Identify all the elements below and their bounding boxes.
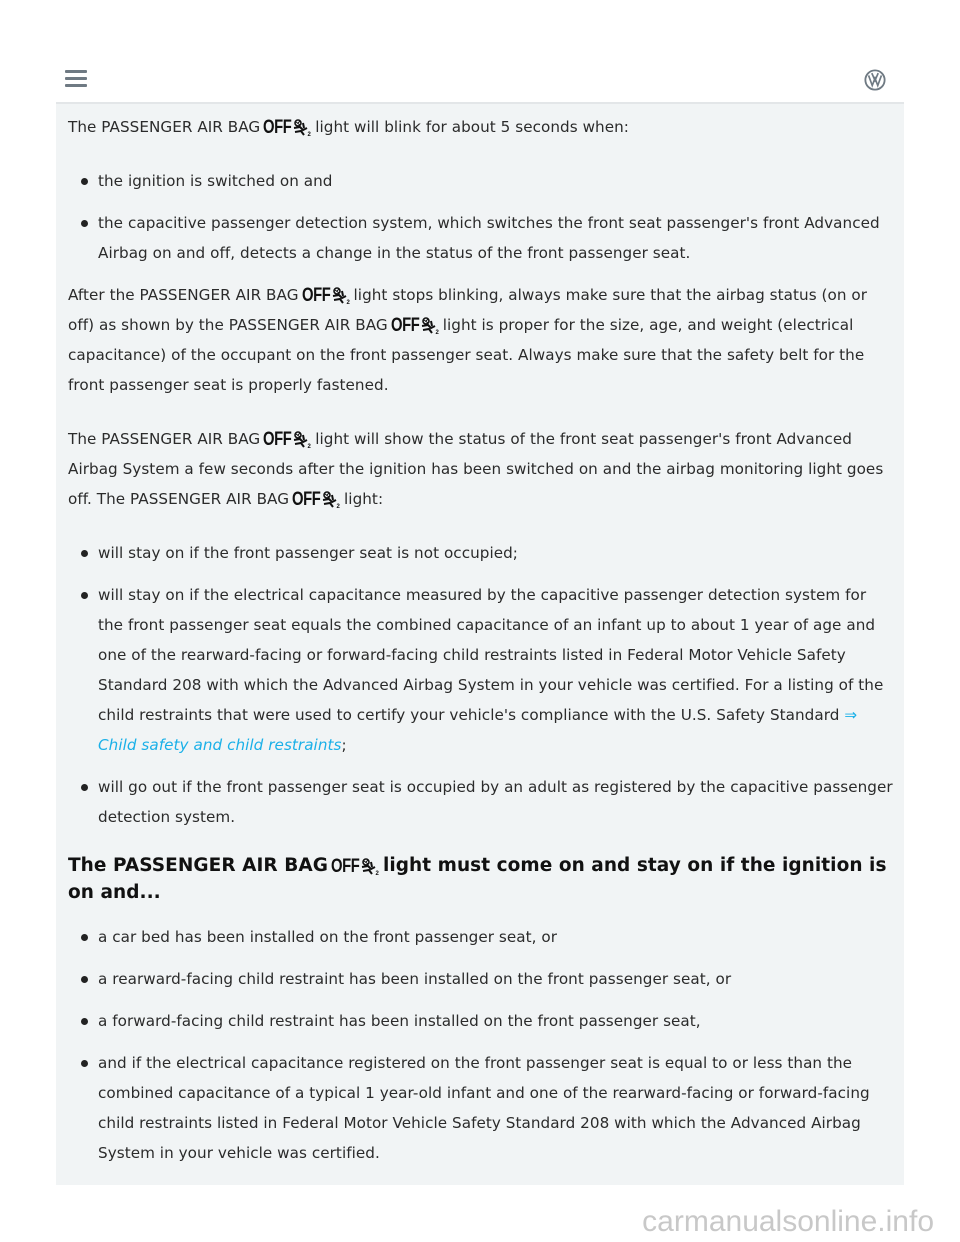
passenger-airbag-off-icon: OFF 2 [390, 315, 439, 336]
light-behavior-list [68, 538, 894, 832]
must-stay-on-list [68, 922, 894, 1168]
vw-logo-icon[interactable] [864, 69, 886, 91]
list-item: the capacitive passenger detection system, which switches the front seat passenger's front Advanced Airbag on and off, detects a change in the status of the front passenger seat. [68, 208, 894, 268]
svg-text:2: 2 [307, 443, 312, 449]
seated-passenger-icon [292, 431, 312, 449]
status-check-paragraph: After the PASSENGER AIR BAG OFF 2 light stops blinking, always make sure that the airbag status (on or off) as shown by the PASSENGER AIR BAG OFF 2 light is proper for the size, age, and weight (electrical capacitance) of the occupant on the front passenger seat. Always make sure that the safety belt for the front passenger seat is properly fastened. [68, 285, 868, 394]
hamburger-menu-icon[interactable] [65, 70, 87, 88]
list-item: will go out if the front passenger seat is occupied by an adult as registered by the capacitive passenger detection system. [68, 772, 894, 832]
top-bar [56, 56, 904, 104]
list-item: and if the electrical capacitance registered on the front passenger seat is equal to or less than the combined capacitance of a typical 1 year-old infant and one of the rearward-facing or forward-facing child restraints listed in Federal Motor Vehicle Safety Standard 208 with which the Advanced Airbag System in your vehicle was certified. [68, 1048, 894, 1168]
list-item: will stay on if the front passenger seat is not occupied; [68, 538, 894, 568]
passenger-airbag-off-icon: OFF 2 [292, 489, 340, 510]
blink-conditions-list [68, 166, 894, 268]
seated-passenger-icon [360, 858, 380, 876]
intro-paragraph: The PASSENGER AIR BAG OFF 2 light will blink for about 5 seconds when: [68, 117, 629, 138]
list-item: a forward-facing child restraint has been installed on the front passenger seat, [68, 1006, 894, 1036]
passenger-airbag-off-icon: OFF 2 [263, 429, 312, 450]
watermark: carmanualsonline.info [642, 1205, 934, 1238]
seated-passenger-icon [321, 491, 341, 509]
svg-text:2: 2 [336, 503, 340, 509]
svg-text:2: 2 [435, 329, 439, 335]
section-heading: The PASSENGER AIR BAG OFF 2 light must come on and stay on if the ignition is on and... [68, 855, 887, 903]
svg-text:2: 2 [375, 870, 379, 876]
passenger-airbag-off-icon: OFF 2 [263, 117, 312, 138]
article-content [56, 104, 904, 1185]
passenger-airbag-off-icon: OFF 2 [330, 856, 379, 877]
seated-passenger-icon [292, 119, 312, 137]
svg-text:2: 2 [346, 299, 350, 305]
svg-text:2: 2 [307, 131, 312, 137]
seated-passenger-icon [331, 287, 351, 305]
passenger-airbag-off-icon: OFF 2 [301, 285, 350, 306]
seated-passenger-icon [420, 317, 440, 335]
list-item: a car bed has been installed on the front passenger seat, or [68, 922, 894, 952]
list-item: a rearward-facing child restraint has been installed on the front passenger seat, or [68, 964, 894, 994]
list-item: will stay on if the electrical capacitance measured by the capacitive passenger detection system for the front passenger seat equals the combined capacitance of an infant up to about 1 year of age and one of the rearward-facing or forward-facing child restraints listed in Federal Motor Vehicle Safety Standard 208 with which the Advanced Airbag System in your vehicle was certified. For a listing of the child restraints that were used to certify your vehicle's compliance with the U.S. Safety Standard ⇒ Child safety and child restraints; [68, 580, 894, 760]
child-safety-link[interactable]: ⇒ Child safety and child restraints [98, 706, 858, 754]
list-item: the ignition is switched on and [68, 166, 894, 196]
status-display-paragraph: The PASSENGER AIR BAG OFF 2 light will show the status of the front seat passenger's front Advanced Airbag System a few seconds after the ignition has been switched on and the airbag monitoring light goes off. The PASSENGER AIR BAG OFF 2 light: [68, 429, 884, 510]
